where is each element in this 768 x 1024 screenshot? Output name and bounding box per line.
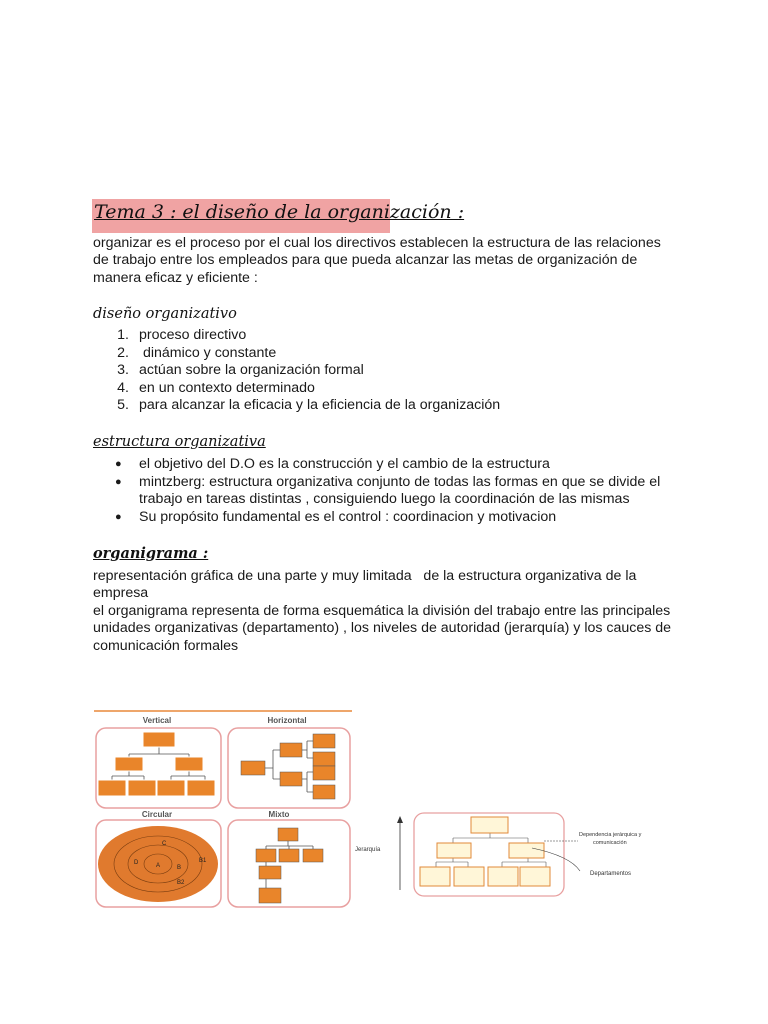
list-text: dinámico y constante — [139, 344, 277, 361]
list-text: el objetivo del D.O es la construcción y el cambio de la estructura — [139, 456, 550, 472]
circle-label: C — [162, 841, 167, 847]
dependency-label: Dependencia jerárquica y — [579, 832, 642, 838]
org-box — [128, 780, 156, 796]
diseno-heading: diseño organizativo — [93, 306, 237, 322]
organigrama-line: unidades organizativas (departamento) , los niveles de autoridad (jerarquía) y los cauces de — [93, 620, 672, 636]
list-number: 3. — [117, 362, 129, 379]
organigram-types-figure — [93, 709, 353, 909]
mixto-label: Mixto — [268, 810, 290, 819]
dependency-label: comunicación — [593, 840, 627, 846]
org-box — [143, 732, 175, 747]
page-title: Tema 3 : el diseño de la organización : — [94, 201, 465, 223]
org-box — [157, 780, 185, 796]
title-highlight — [92, 199, 465, 233]
list-text: para alcanzar la eficacia y la eficiencia de la organización — [139, 397, 501, 414]
circle-label: D — [134, 860, 139, 866]
organigrama-line: el organigrama representa de forma esquemática la división del trabajo entre las principales — [93, 603, 671, 619]
departments-label: Departamentos — [590, 871, 632, 877]
list-text: actúan sobre la organización formal — [139, 362, 364, 379]
organigrama-line: comunicación formales — [93, 638, 239, 654]
hierarchy-figure — [350, 808, 670, 898]
org-box — [98, 780, 126, 796]
list-number: 5. — [117, 397, 129, 414]
jerarquia-label: Jerarquía — [355, 847, 381, 853]
circle-label: B1 — [199, 858, 207, 864]
horizontal-label: Horizontal — [267, 716, 307, 725]
organigrama-line: representación gráfica de una parte y muy limitada de la estructura organizativa de la — [93, 568, 637, 584]
circle-label: B2 — [177, 880, 185, 886]
list-number: 2. — [117, 344, 129, 361]
estructura-heading: estructura organizativa — [93, 434, 266, 450]
bullet-icon: ● — [115, 458, 122, 470]
list-text: mintzberg: estructura organizativa conjunto de todas las formas en que se divide el — [139, 473, 661, 490]
list-text: en un contexto determinado — [139, 379, 315, 396]
circular-label: Circular — [141, 810, 173, 819]
org-box — [187, 780, 215, 796]
intro-line: manera eficaz y eficiente : — [93, 270, 258, 286]
vertical-label: Vertical — [142, 716, 172, 725]
org-box — [175, 757, 203, 771]
intro-line: organizar es el proceso por el cual los directivos establecen la estructura de las relaciones — [93, 235, 661, 251]
list-text: trabajo en tareas distintas , consiguiendo luego la coordinación de las mismas — [139, 491, 630, 508]
org-box — [115, 757, 143, 771]
circle-label: A — [156, 863, 161, 869]
list-number: 4. — [117, 379, 129, 396]
list-text: proceso directivo — [139, 327, 247, 343]
bullet-icon: ● — [115, 510, 122, 523]
circle-label: B — [177, 865, 182, 871]
list-number: 1. — [117, 327, 129, 343]
organigrama-heading: organigrama : — [93, 545, 209, 562]
intro-line: de trabajo entre los empleados para que pueda alcanzar las metas de organización de — [93, 252, 638, 268]
organigrama-line: empresa — [93, 585, 149, 601]
bullet-icon: ● — [115, 475, 122, 488]
arrow-up-icon — [397, 816, 403, 823]
list-text: Su propósito fundamental es el control : coordinacion y motivacion — [139, 508, 557, 525]
